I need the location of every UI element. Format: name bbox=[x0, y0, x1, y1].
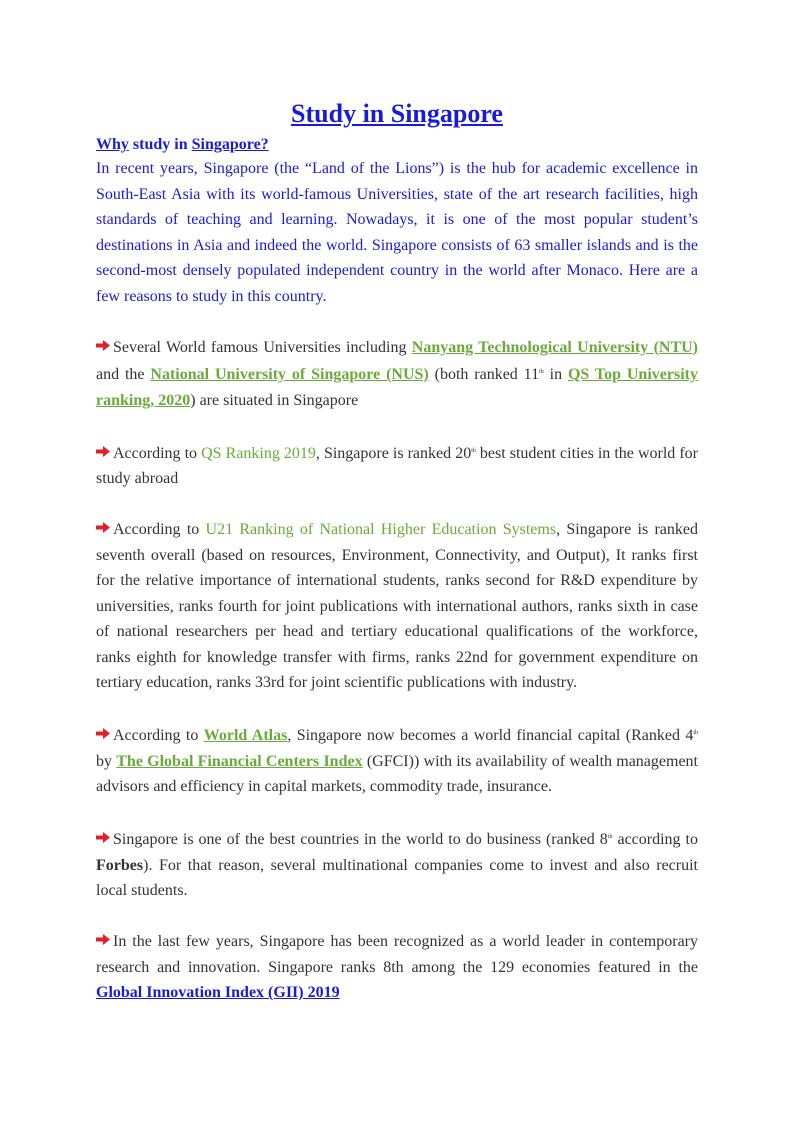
world-atlas-link[interactable]: World Atlas bbox=[203, 727, 288, 744]
nus-link[interactable]: National University of Singapore (NUS) bbox=[150, 366, 429, 383]
gii-link[interactable]: Global Innovation Index (GII) 2019 bbox=[96, 984, 340, 1001]
gfci-link[interactable]: The Global Financial Centers Index bbox=[116, 752, 363, 770]
bullet-universities: Several World famous Universities including Nanyang Technological University (NTU) and the National University of Singapore (NUS) (both ranked 11th in QS Top University ranking, 2020) are situated in Singapore bbox=[96, 338, 699, 409]
bullet-qs-ranking: According to QS Ranking 2019, Singapore is ranked 20th best student cities in the world for study abroad bbox=[96, 444, 699, 487]
bullet-world-atlas: According to World Atlas, Singapore now becomes a world financial capital (Ranked 4th by The Global Financial Centers Index (GFCI)) with its availability of wealth management advisors and efficiency in capital markets, commodity trade, insurance. bbox=[96, 727, 699, 795]
why-heading-why: Why bbox=[96, 136, 129, 153]
bullet-u21-ranking: According to U21 Ranking of National Higher Education Systems, Singapore is ranked seventh overall (based on resources, Environment, Connectivity, and Output), It ranks first for the relative importance of international students, ranks second for R&D expenditure by universities, ranks fourth for joint publications with international authors, ranks sixth in case of national researchers per head and tertiary educational qualifications of the workforce, ranks eighth for knowledge transfer with firms, ranks 22nd for government expenditure on tertiary education, ranks 33rd for joint scientific publications with industry. bbox=[96, 521, 698, 691]
document-page bbox=[96, 96, 698, 1006]
u21-ranking-text: U21 Ranking of National Higher Education Systems bbox=[205, 521, 557, 538]
red-arrow-icon bbox=[96, 832, 110, 843]
why-heading bbox=[96, 134, 698, 156]
red-arrow-icon bbox=[96, 340, 110, 351]
bullet-innovation: In the last few years, Singapore has been recognized as a world leader in contemporary research and innovation. Singapore ranks 8th among the 129 economies featured in the Global Innovation Index (GII) 2019 bbox=[96, 933, 698, 1001]
bullet-business: Singapore is one of the best countries in the world to do business (ranked 8th according to Forbes). For that reason, several multinational companies come to invest and also recruit local students. bbox=[96, 831, 698, 899]
red-arrow-icon bbox=[96, 522, 110, 533]
qs-ranking-2020-link[interactable]: QS Top University ranking, 2020 bbox=[96, 366, 698, 409]
forbes-text: Forbes bbox=[96, 856, 144, 874]
ntu-link[interactable]: Nanyang Technological University (NTU) bbox=[411, 338, 699, 356]
qs-ranking-2019-text: QS Ranking 2019 bbox=[201, 444, 316, 462]
why-heading-singapore: Singapore? bbox=[191, 136, 269, 153]
page-title: Study in Singapore bbox=[291, 99, 503, 128]
why-heading-rest: study in bbox=[128, 136, 192, 153]
red-arrow-icon bbox=[96, 728, 110, 739]
red-arrow-icon bbox=[96, 934, 110, 945]
red-arrow-icon bbox=[96, 446, 110, 457]
intro-paragraph: In recent years, Singapore (the “Land of the Lions”) is the hub for academic excellence in South-East Asia with its world-famous Universities, state of the art research facilities, high standards of teaching and learning. Nowadays, it is one of the most popular student’s destinations in Asia and indeed the world. Singapore consists of 63 smaller islands and is the second-most densely populated independent country in the world after Monaco. Here are a few reasons to study in this country. bbox=[96, 160, 698, 305]
